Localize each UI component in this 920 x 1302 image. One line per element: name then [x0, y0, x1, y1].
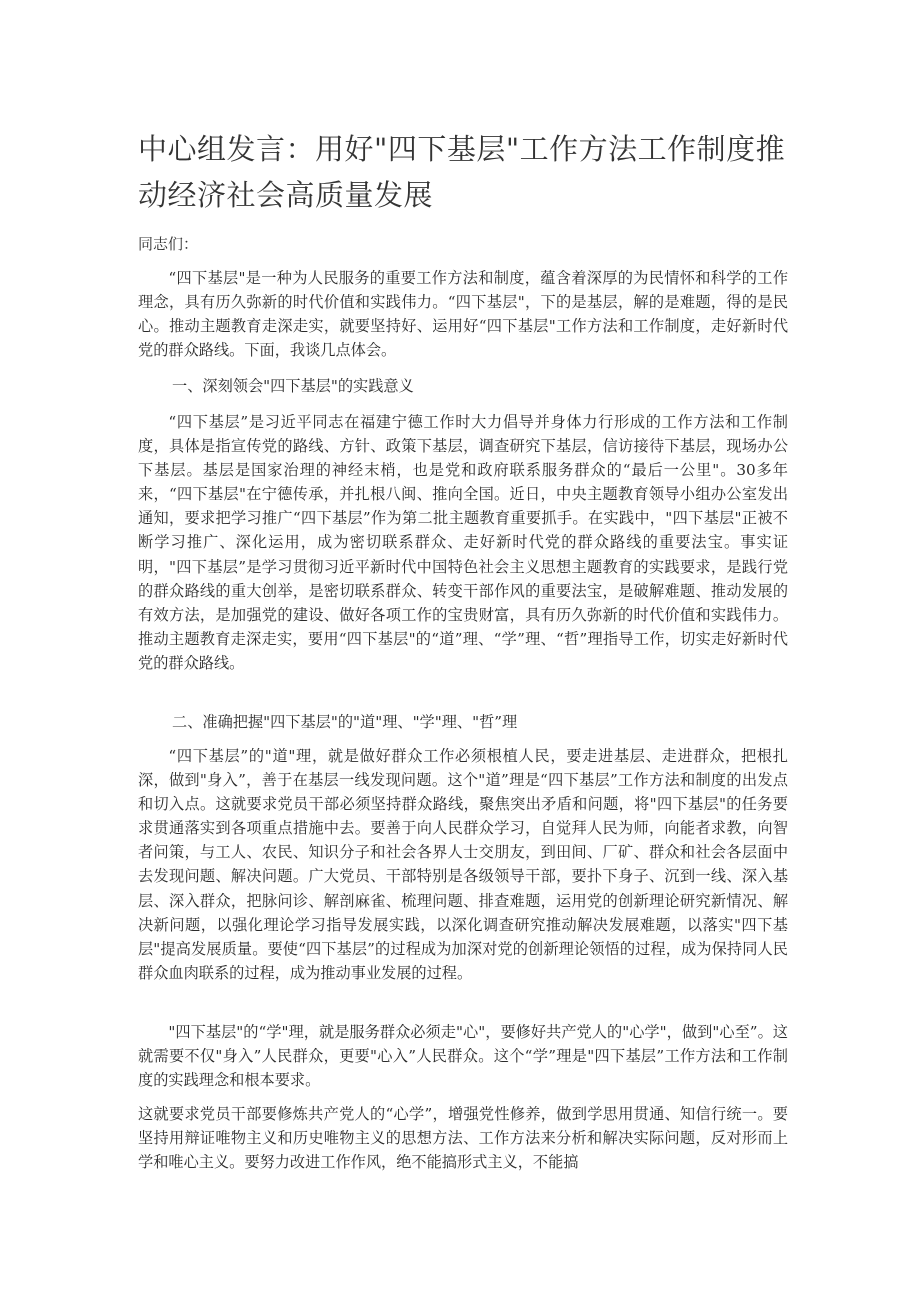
section-1-heading: 一、深刻领会"四下基层"的实践意义	[172, 377, 414, 395]
intro-paragraph: “四下基层"是一种为人民服务的重要工作方法和制度，蕴含着深厚的为民情怀和科学的工作理念，具有历久弥新的时代价值和实践伟力。“四下基层"，下的是基层，解的是难题，得的是民心。推动主题教育走深走实，就要坚持好、运用好“四下基层"工作方法和工作制度，走好新时代党的群众路线。下面，我谈几点体会。	[138, 269, 788, 360]
section-2-paragraph: “四下基层”的"道"理，就是做好群众工作必须根植人民，要走进基层、走进群众，把根扎深，做到"身入”，善于在基层一线发现问题。这个"道”理是“四下基层”工作方法和制度的出发点和切入点。这就要求党员干部必须坚持群众路线，聚焦突出矛盾和问题，将"四下基层"的任务要求贯通落实到各项重点措施中去。要善于向人民群众学习，自觉拜人民为师，向能者求教，向智者问策，与工人、农民、知识分子和社会各界人士交朋友，到田间、厂矿、群众和社会各层面中去发现问题、解决问题。广大党员、干部特别是各级领导干部，要扑下身子、沉到一线、深入基层、深入群众，把脉问诊、解剖麻雀、梳理问题、排查难题，运用党的创新理论研究新情况、解决新问题，以强化理论学习指导发展实践，以深化调查研究推动解决发展难题，以落实"四下基层"提高发展质量。要使“四下基层”的过程成为加深对党的创新理论领悟的过程，成为保持同人民群众血肉联系的过程，成为推动事业发展的过程。	[138, 747, 788, 982]
section-2-xue-paragraph: "四下基层"的“学"理，就是服务群众必须走"心"，要修好共产党人的"心学"，做到"心至”。这就需要不仅"身入”人民群众，更要"心入”人民群众。这个“学”理是"四下基层”工作方法和工作制度的实践理念和根本要求。	[138, 1023, 788, 1090]
page-title: 中心组发言：用好"四下基层"工作方法工作制度推动经济社会高质量发展	[138, 132, 786, 212]
section-2-heading: 二、准确把握"四下基层"的"道"理、"学"理、"哲”理	[172, 713, 518, 731]
greeting: 同志们：	[138, 235, 199, 253]
section-1-paragraph: “四下基层”是习近平同志在福建宁德工作时大力倡导并身体力行形成的工作方法和工作制度，具体是指宣传党的路线、方针、政策下基层，调查研究下基层，信访接待下基层，现场办公下基层。基层是国家治理的神经末梢，也是党和政府联系服务群众的“最后一公里"。30多年来，“四下基层"在宁德传承，并扎根八闽、推向全国。近日，中央主题教育领导小组办公室发出通知，要求把学习推广“四下基层”作为第二批主题教育重要抓手。在实践中，"四下基层"正被不断学习推广、深化运用，成为密切联系群众、走好新时代党的群众路线的重要法宝。事实证明，"四下基层”是学习贯彻习近平新时代中国特色社会主义思想主题教育的实践要求，是践行党的群众路线的重大创举，是密切联系群众、转变干部作风的重要法宝，是破解难题、推动发展的有效方法，是加强党的建设、做好各项工作的宝贵财富，具有历久弥新的时代价值和实践伟力。推动主题教育走深走实，要用“四下基层"的“道”理、“学”理、“哲”理指导工作，切实走好新时代党的群众路线。	[138, 413, 788, 672]
section-2-xue-continued-paragraph: 这就要求党员干部要修炼共产党人的“心学”，增强党性修养，做到学思用贯通、知信行统一。要坚持用辩证唯物主义和历史唯物主义的思想方法、工作方法来分析和解决实际问题，反对形而上学和唯心主义。要努力改进工作作风，绝不能搞形式主义，不能搞	[138, 1105, 788, 1172]
